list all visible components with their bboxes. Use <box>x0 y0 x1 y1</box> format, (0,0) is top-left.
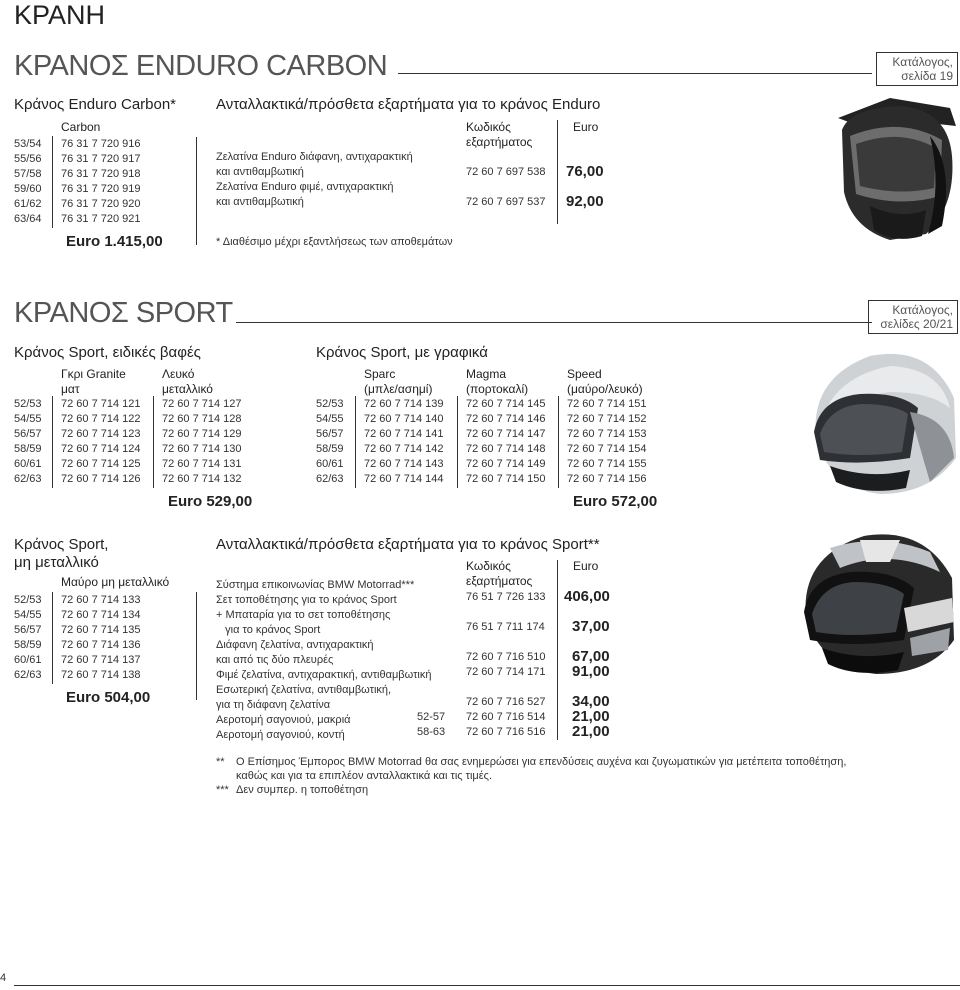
sport-acc-list <box>216 575 616 740</box>
graphics-table <box>316 397 647 487</box>
catalog-ref-line: σελίδες 20/21 <box>880 317 953 331</box>
code-cell: 76 31 7 720 917 <box>61 153 141 165</box>
table-row <box>14 593 141 608</box>
acc-line-text: Εσωτερική ζελατίνα, αντιθαμβωτική, <box>216 684 392 696</box>
note-line: Ο Επίσημος Έμπορος BMW Motorrad θα σας ενημερώσει για επενδύσεις αυχένα και ζυγωματικών για μετέπειτα τοποθέτηση, <box>236 756 847 768</box>
acc-line <box>216 575 616 590</box>
size-cell: 60/61 <box>316 458 344 470</box>
acc-line-text: για τη διάφανη ζελατίνα <box>216 699 331 711</box>
code-cell: 76 31 7 720 921 <box>61 213 141 225</box>
acc-line-price: 67,00 <box>572 648 610 665</box>
size-cell: 54/55 <box>316 413 344 425</box>
special-price: Euro 529,00 <box>168 493 253 510</box>
code-cell: 72 60 7 714 154 <box>567 443 647 455</box>
acc-line-size: 52-57 <box>417 711 446 723</box>
column-divider <box>196 592 197 700</box>
col-header-line: Sparc <box>364 367 396 381</box>
sport-acc-heading: Ανταλλακτικά/πρόσθετα εξαρτήματα για το κράνος Sport** <box>216 536 600 553</box>
acc-code-header-line: Κωδικός <box>466 559 511 573</box>
note-item <box>216 783 846 797</box>
col-header-line: (μαύρο/λευκό) <box>567 382 643 396</box>
code-cell: 72 60 7 714 150 <box>466 473 546 485</box>
table-row <box>316 472 647 487</box>
code-cell: 72 60 7 714 145 <box>466 398 546 410</box>
enduro-table <box>14 137 141 227</box>
col-header-line: (πορτοκαλί) <box>466 382 529 396</box>
acc-item-price: 92,00 <box>566 193 604 210</box>
graphics-col3-header <box>567 367 643 397</box>
acc-line-code: 72 60 7 714 171 <box>466 666 546 678</box>
table-row <box>316 442 647 457</box>
col-header-line: Λευκό <box>162 367 195 381</box>
column-divider <box>196 137 197 245</box>
acc-line-text: + Μπαταρία για το σετ τοποθέτησης <box>216 609 391 621</box>
acc-item-code: 72 60 7 697 537 <box>466 196 546 208</box>
size-cell: 54/55 <box>14 609 42 621</box>
acc-line <box>216 695 616 710</box>
enduro-col-header: Carbon <box>61 120 101 134</box>
code-cell: 72 60 7 714 146 <box>466 413 546 425</box>
table-row <box>14 212 141 227</box>
code-cell: 72 60 7 714 127 <box>162 398 242 410</box>
col-header-line: Speed <box>567 367 602 381</box>
acc-line <box>216 635 616 650</box>
footer-rule <box>14 985 960 986</box>
sport-section-title: ΚΡΑΝΟΣ SPORT <box>14 297 233 329</box>
code-cell: 72 60 7 714 147 <box>466 428 546 440</box>
code-cell: 72 60 7 714 152 <box>567 413 647 425</box>
note-line: Δεν συμπερ. η τοποθέτηση <box>236 784 369 796</box>
size-cell: 60/61 <box>14 654 42 666</box>
acc-line-code: 72 60 7 716 527 <box>466 696 546 708</box>
code-cell: 72 60 7 714 123 <box>61 428 141 440</box>
acc-line-price: 406,00 <box>564 588 610 605</box>
table-row <box>14 167 141 182</box>
acc-line-code: 72 60 7 716 516 <box>466 726 546 738</box>
size-cell: 53/54 <box>14 138 42 150</box>
table-row <box>14 668 141 683</box>
enduro-acc-heading: Ανταλλακτικά/πρόσθετα εξαρτήματα για το κράνος Enduro <box>216 96 601 113</box>
special-col1-header <box>61 367 126 397</box>
acc-code-header-line: εξαρτήματος <box>466 135 533 149</box>
catalog-ref-line: σελίδα 19 <box>901 69 953 83</box>
acc-line-code: 76 51 7 711 174 <box>466 621 545 633</box>
col-header-line: Magma <box>466 367 507 381</box>
acc-line-text: Αεροτομή σαγονιού, κοντή <box>216 729 345 741</box>
graphics-col1-header <box>364 367 432 397</box>
col-header-line: ματ <box>61 382 80 396</box>
enduro-price: Euro 1.415,00 <box>66 233 163 250</box>
code-cell: 72 60 7 714 129 <box>162 428 242 440</box>
size-cell: 59/60 <box>14 183 42 195</box>
acc-line <box>216 590 616 605</box>
heading-line: Κράνος Sport, <box>14 536 109 553</box>
size-cell: 56/57 <box>316 428 344 440</box>
acc-code-header-line: εξαρτήματος <box>466 574 533 588</box>
code-cell: 72 60 7 714 138 <box>61 669 141 681</box>
metallic-table <box>14 593 141 683</box>
acc-line-code: 76 51 7 726 133 <box>466 591 546 603</box>
code-cell: 76 31 7 720 918 <box>61 168 141 180</box>
size-cell: 56/57 <box>14 428 42 440</box>
acc-euro-header: Euro <box>573 559 599 573</box>
code-cell: 72 60 7 714 133 <box>61 594 141 606</box>
sport-special-heading: Κράνος Sport, ειδικές βαφές <box>14 344 201 361</box>
code-cell: 72 60 7 714 130 <box>162 443 242 455</box>
acc-line <box>216 680 616 695</box>
acc-line <box>216 710 616 725</box>
enduro-title-rule <box>398 73 872 74</box>
acc-euro-header: Euro <box>573 120 599 134</box>
note-mark: *** <box>216 784 229 796</box>
code-cell: 72 60 7 714 153 <box>567 428 647 440</box>
acc-line-text: για το κράνος Sport <box>216 624 321 636</box>
acc-line <box>216 620 616 635</box>
catalog-ref-line: Κατάλογος, <box>892 55 953 69</box>
acc-line-price: 21,00 <box>572 723 610 740</box>
table-row <box>14 472 242 487</box>
code-cell: 76 31 7 720 916 <box>61 138 141 150</box>
code-cell: 72 60 7 714 124 <box>61 443 141 455</box>
graphics-col2-header <box>466 367 528 397</box>
code-cell: 72 60 7 714 137 <box>61 654 141 666</box>
code-cell: 72 60 7 714 156 <box>567 473 647 485</box>
code-cell: 72 60 7 714 128 <box>162 413 242 425</box>
enduro-section-title: ΚΡΑΝΟΣ ENDURO CARBON <box>14 50 388 82</box>
size-cell: 63/64 <box>14 213 42 225</box>
sport-metallic-heading <box>14 536 108 572</box>
code-cell: 72 60 7 714 140 <box>364 413 444 425</box>
acc-line <box>216 605 616 620</box>
enduro-catalog-ref <box>876 52 958 86</box>
acc-item-text <box>216 150 413 210</box>
special-table <box>14 397 242 487</box>
acc-line <box>216 665 616 680</box>
code-cell: 72 60 7 714 125 <box>61 458 141 470</box>
table-row <box>316 427 647 442</box>
col-header-line: (μπλε/ασημί) <box>364 382 433 396</box>
acc-item-line: Ζελατίνα Enduro διάφανη, αντιχαρακτική <box>216 151 413 163</box>
table-row <box>14 397 242 412</box>
acc-line-code: 72 60 7 716 514 <box>466 711 546 723</box>
size-cell: 58/59 <box>316 443 344 455</box>
size-cell: 62/63 <box>14 669 42 681</box>
sport-notes <box>216 755 846 797</box>
code-cell: 72 60 7 714 135 <box>61 624 141 636</box>
page-number: 4 <box>0 972 7 984</box>
table-row <box>316 397 647 412</box>
size-cell: 52/53 <box>14 594 42 606</box>
sport-catalog-ref <box>868 300 958 334</box>
size-cell: 61/62 <box>14 198 42 210</box>
code-cell: 72 60 7 714 149 <box>466 458 546 470</box>
acc-line-text: Διάφανη ζελατίνα, αντιχαρακτική <box>216 639 374 651</box>
col-header-line: μεταλλικό <box>162 382 213 396</box>
code-cell: 72 60 7 714 134 <box>61 609 141 621</box>
code-cell: 72 60 7 714 151 <box>567 398 647 410</box>
special-col2-header <box>162 367 213 397</box>
table-row <box>14 608 141 623</box>
table-row <box>14 638 141 653</box>
table-row <box>14 152 141 167</box>
note-body <box>236 755 846 783</box>
code-cell: 76 31 7 720 919 <box>61 183 141 195</box>
code-cell: 72 60 7 714 126 <box>61 473 141 485</box>
sport-graphics-heading: Κράνος Sport, με γραφικά <box>316 344 488 361</box>
acc-line-text: Σετ τοποθέτησης για το κράνος Sport <box>216 594 397 606</box>
acc-line <box>216 725 616 740</box>
sport-helmet-silver-image <box>810 348 960 498</box>
code-cell: 72 60 7 714 148 <box>466 443 546 455</box>
size-cell: 52/53 <box>14 398 42 410</box>
acc-line-size: 58-63 <box>417 726 446 738</box>
code-cell: 72 60 7 714 121 <box>61 398 141 410</box>
catalog-ref-line: Κατάλογος, <box>892 303 953 317</box>
code-cell: 72 60 7 714 131 <box>162 458 242 470</box>
enduro-footnote: * Διαθέσιμο μέχρι εξαντλήσεως των αποθεμάτων <box>216 236 453 248</box>
page-title: ΚΡΑΝΗ <box>14 0 106 30</box>
table-row <box>14 412 242 427</box>
size-cell: 57/58 <box>14 168 42 180</box>
code-cell: 72 60 7 714 144 <box>364 473 444 485</box>
acc-code-header-line: Κωδικός <box>466 120 511 134</box>
size-cell: 62/63 <box>316 473 344 485</box>
acc-line-text: και από τις δύο πλευρές <box>216 654 334 666</box>
acc-line <box>216 650 616 665</box>
column-divider <box>557 120 558 224</box>
graphics-price: Euro 572,00 <box>573 493 658 510</box>
code-cell: 72 60 7 714 139 <box>364 398 444 410</box>
table-row <box>14 427 242 442</box>
size-cell: 52/53 <box>316 398 344 410</box>
acc-line-text: Αεροτομή σαγονιού, μακριά <box>216 714 351 726</box>
table-row <box>14 197 141 212</box>
acc-line-code: 72 60 7 716 510 <box>466 651 546 663</box>
acc-line-price: 37,00 <box>572 618 610 635</box>
size-cell: 58/59 <box>14 443 42 455</box>
code-cell: 76 31 7 720 920 <box>61 198 141 210</box>
acc-code-header <box>466 120 532 150</box>
code-cell: 72 60 7 714 136 <box>61 639 141 651</box>
acc-line-price: 34,00 <box>572 693 610 710</box>
table-row <box>14 442 242 457</box>
table-row <box>14 623 141 638</box>
size-cell: 60/61 <box>14 458 42 470</box>
size-cell: 54/55 <box>14 413 42 425</box>
size-cell: 62/63 <box>14 473 42 485</box>
acc-item-line: και αντιθαμβωτική <box>216 196 304 208</box>
size-cell: 55/56 <box>14 153 42 165</box>
table-row <box>316 412 647 427</box>
enduro-helmet-heading: Κράνος Enduro Carbon* <box>14 96 177 113</box>
code-cell: 72 60 7 714 141 <box>364 428 444 440</box>
code-cell: 72 60 7 714 142 <box>364 443 444 455</box>
enduro-helmet-image <box>830 96 960 246</box>
size-cell: 56/57 <box>14 624 42 636</box>
size-cell: 58/59 <box>14 639 42 651</box>
acc-item-line: και αντιθαμβωτική <box>216 166 304 178</box>
code-cell: 72 60 7 714 155 <box>567 458 647 470</box>
note-line: καθώς και για τα επιπλέον ανταλλακτικά και τις τιμές. <box>236 770 493 782</box>
heading-line: μη μεταλλικό <box>14 554 99 571</box>
table-row <box>316 457 647 472</box>
table-row <box>14 457 242 472</box>
sport-helmet-graphic-image <box>800 528 960 678</box>
table-row <box>14 653 141 668</box>
acc-line-price: 91,00 <box>572 663 610 680</box>
code-cell: 72 60 7 714 122 <box>61 413 141 425</box>
col-header-line: Γκρι Granite <box>61 367 126 381</box>
metallic-price: Euro 504,00 <box>66 689 151 706</box>
note-item <box>216 755 846 783</box>
acc-item-code: 72 60 7 697 538 <box>466 166 546 178</box>
code-cell: 72 60 7 714 143 <box>364 458 444 470</box>
sport-title-rule <box>236 322 872 323</box>
acc-line-price: 21,00 <box>572 708 610 725</box>
acc-line-text: Φιμέ ζελατίνα, αντιχαρακτική, αντιθαμβωτική <box>216 669 432 681</box>
acc-item-line: Ζελατίνα Enduro φιμέ, αντιχαρακτική <box>216 181 394 193</box>
table-row <box>14 182 141 197</box>
code-cell: 72 60 7 714 132 <box>162 473 242 485</box>
acc-line-text: Σύστημα επικοινωνίας BMW Motorrad*** <box>216 579 415 591</box>
acc-item-price: 76,00 <box>566 163 604 180</box>
table-row <box>14 137 141 152</box>
metallic-col-header: Μαύρο μη μεταλλικό <box>61 575 170 589</box>
note-mark: ** <box>216 756 225 768</box>
